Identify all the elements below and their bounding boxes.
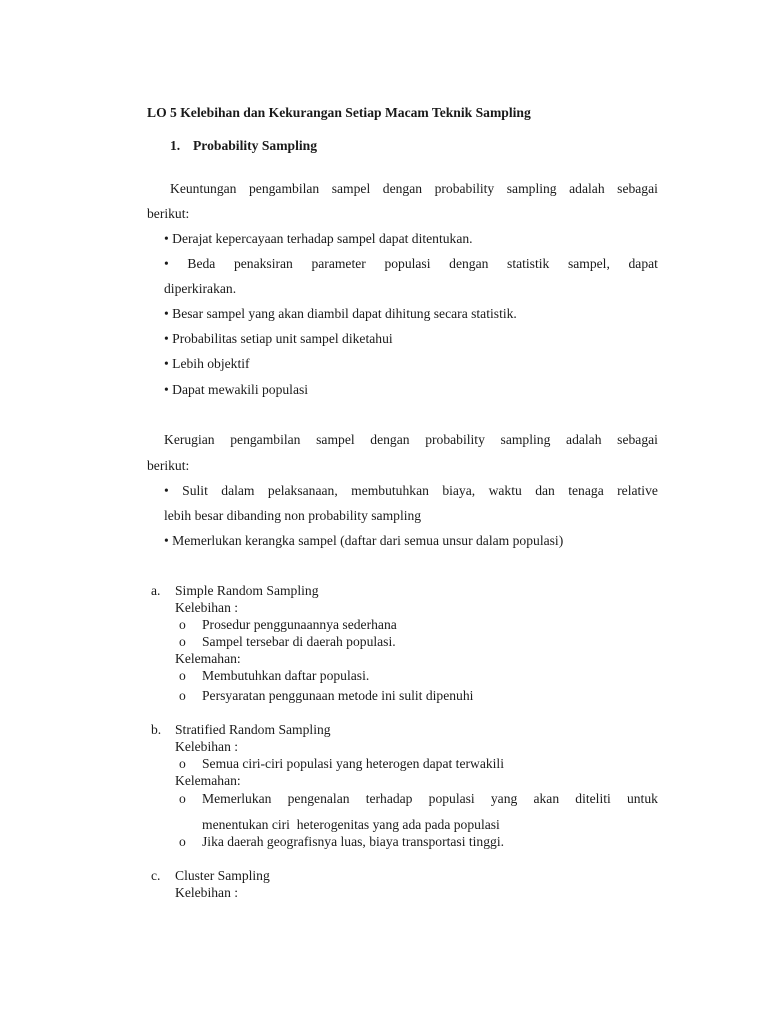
method-name: Cluster Sampling: [175, 868, 270, 883]
sub-bullet-marker: o: [179, 634, 186, 649]
disadvantage-bullet: • Memerlukan kerangka sampel (daftar dari semua unsur dalam populasi): [164, 533, 564, 548]
sub-bullet-text: Jika daerah geografisnya luas, biaya transportasi tinggi.: [202, 834, 504, 849]
advantages-label: Kelebihan :: [175, 600, 239, 615]
sub-bullet-text: Sampel tersebar di daerah populasi.: [202, 634, 396, 649]
sub-bullet-text: Membutuhkan daftar populasi.: [202, 668, 370, 683]
advantage-bullet: • Derajat kepercayaan terhadap sampel dapat ditentukan.: [164, 231, 473, 246]
advantage-bullet: • Probabilitas setiap unit sampel diketahui: [164, 331, 393, 346]
disadvantage-bullet-continuation: lebih besar dibanding non probability sampling: [164, 508, 422, 523]
sub-bullet-marker: o: [179, 791, 186, 806]
advantage-bullet-continuation: diperkirakan.: [164, 281, 237, 296]
page-title: LO 5 Kelebihan dan Kekurangan Setiap Macam Teknik Sampling: [147, 105, 531, 120]
sub-bullet-marker: o: [179, 834, 186, 849]
sub-bullet-marker: o: [179, 668, 186, 683]
advantages-intro-line2: berikut:: [147, 206, 190, 221]
method-name: Simple Random Sampling: [175, 583, 319, 598]
disadvantages-label: Kelemahan:: [175, 651, 241, 666]
sub-bullet-text: Memerlukan pengenalan terhadap populasi yang akan diteliti untuk: [202, 791, 658, 806]
advantage-bullet: • Dapat mewakili populasi: [164, 382, 309, 397]
method-letter: b.: [151, 722, 162, 737]
method-letter: c.: [151, 868, 161, 883]
advantages-label: Kelebihan :: [175, 885, 239, 900]
sub-bullet-continuation: menentukan ciri heterogenitas yang ada pada populasi: [202, 817, 500, 832]
section-number: 1.: [170, 138, 181, 153]
sub-bullet-text: Persyaratan penggunaan metode ini sulit dipenuhi: [202, 688, 474, 703]
disadvantages-intro-line1: Kerugian pengambilan sampel dengan probability sampling adalah sebagai: [164, 432, 658, 447]
disadvantages-intro-line2: berikut:: [147, 458, 190, 473]
sub-bullet-marker: o: [179, 617, 186, 632]
advantage-bullet: • Lebih objektif: [164, 356, 250, 371]
sub-bullet-text: Prosedur penggunaannya sederhana: [202, 617, 397, 632]
advantages-label: Kelebihan :: [175, 739, 239, 754]
advantage-bullet: • Beda penaksiran parameter populasi dengan statistik sampel, dapat: [164, 256, 658, 271]
method-letter: a.: [151, 583, 161, 598]
sub-bullet-text: Semua ciri-ciri populasi yang heterogen dapat terwakili: [202, 756, 504, 771]
section-heading: Probability Sampling: [193, 138, 318, 153]
advantage-bullet: • Besar sampel yang akan diambil dapat dihitung secara statistik.: [164, 306, 517, 321]
sub-bullet-marker: o: [179, 688, 186, 703]
method-name: Stratified Random Sampling: [175, 722, 331, 737]
advantages-intro-line1: Keuntungan pengambilan sampel dengan probability sampling adalah sebagai: [170, 181, 658, 196]
disadvantage-bullet: • Sulit dalam pelaksanaan, membutuhkan biaya, waktu dan tenaga relative: [164, 483, 658, 498]
sub-bullet-marker: o: [179, 756, 186, 771]
disadvantages-label: Kelemahan:: [175, 773, 241, 788]
